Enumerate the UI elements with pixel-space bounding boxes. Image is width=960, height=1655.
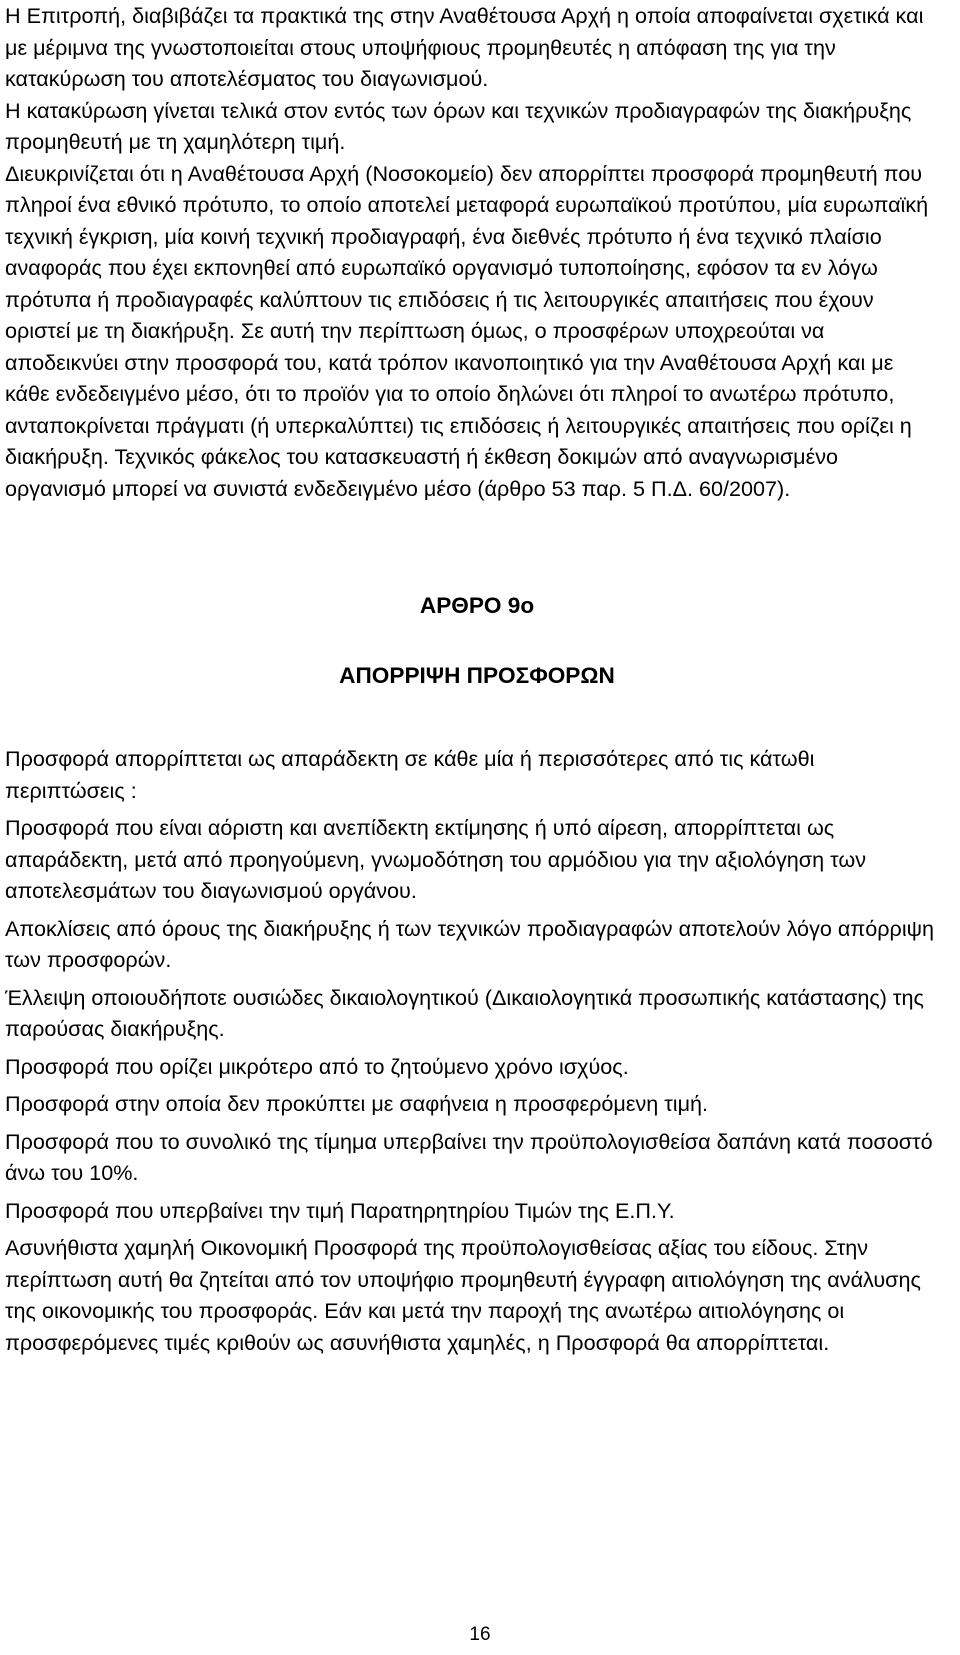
paragraph-clarification: Διευκρινίζεται ότι η Αναθέτουσα Αρχή (Νοσοκομείο) δεν απορρίπτει προσφορά προμηθευτή που πληροί ένα εθνικό πρότυπο, το οποίο αποτελεί μεταφορά ευρωπαϊκού προτύπου, μία ευρωπαϊκή τεχνική έγκριση, μία κοινή τεχνική προδιαγραφή, ένα διεθνές πρότυπο ή ένα τεχνικό πλαίσιο αναφοράς που έχει εκπονηθεί από ευρωπαϊκό οργανισμό τυποποίησης, εφόσον τα εν λόγω πρότυπα ή προδιαγραφές καλύπτουν τις επιδόσεις ή τις λειτουργικές απαιτήσεις που έχουν οριστεί με τη διακήρυξη. Σε αυτή την περίπτωση όμως, ο προσφέρων υποχρεούται να αποδεικνύει στην προσφορά του, κατά τρόπον ικανοποιητικό για την Αναθέτουσα Αρχή και με κάθε ενδεδειγμένο μέσο, ότι το προϊόν για το οποίο δηλώνει ότι πληροί το ανωτέρω πρότυπο, ανταποκρίνεται πράγματι (ή υπερκαλύπτει) τις επιδόσεις ή λειτουργικές απαιτήσεις που ορίζει η διακήρυξη. Τεχνικός φάκελος του κατασκευαστή ή έκθεση δοκιμών από αναγνωρισμένο οργανισμό μπορεί να συνιστά ενδεδειγμένο μέσο (άρθρο 53 παρ. 5 Π.Δ. 60/2007). bbox=[5, 160, 929, 501]
article-title: ΑΠΟΡΡΙΨΗ ΠΡΟΣΦΟΡΩΝ bbox=[339, 662, 615, 688]
rejection-intro: Προσφορά απορρίπτεται ως απαράδεκτη σε κάθε μία ή περισσότερες από τις κάτωθι περιπτώσεις : bbox=[5, 746, 815, 803]
rejection-case: Έλλειψη οποιουδήποτε ουσιώδες δικαιολογητικού (Δικαιολογητικά προσωπικής κατάστασης) της παρούσας διακήρυξης. bbox=[5, 984, 924, 1041]
page-number: 16 bbox=[469, 1624, 491, 1645]
paragraph-committee-transmission: Η Επιτροπή, διαβιβάζει τα πρακτικά της στην Αναθέτουσα Αρχή η οποία αποφαίνεται σχετικά και με μέριμνα της γνωστοποιείται στους υποψήφιους προμηθευτές η απόφαση της για την κατακύρωση του αποτελέσματος του διαγωνισμού. bbox=[5, 3, 924, 91]
rejection-case: Προσφορά που το συνολικό της τίμημα υπερβαίνει την προϋπολογισθείσα δαπάνη κατά ποσοστό άνω του 10%. bbox=[5, 1128, 933, 1185]
rejection-case: Προσφορά που ορίζει μικρότερο από το ζητούμενο χρόνο ισχύος. bbox=[5, 1053, 629, 1079]
rejection-case: Αποκλίσεις από όρους της διακήρυξης ή των τεχνικών προδιαγραφών αποτελούν λόγο απόρριψη των προσφορών. bbox=[5, 915, 935, 972]
rejection-case: Ασυνήθιστα χαμηλή Οικονομική Προσφορά της προϋπολογισθείσας αξίας του είδους. Στην περίπτωση αυτή θα ζητείται από τον υποψήφιο προμηθευτή έγγραφη αιτιολόγηση της ανάλυσης της οικονομικής του προσφοράς. Εάν και μετά την παροχή της ανωτέρω αιτιολόγησης οι προσφερόμενες τιμές κριθούν ως ασυνήθιστα χαμηλές, η Προσφορά θα απορρίπτεται. bbox=[5, 1235, 921, 1355]
rejection-case: Προσφορά που υπερβαίνει την τιμή Παρατηρητηρίου Τιμών της Ε.Π.Υ. bbox=[5, 1197, 675, 1223]
rejection-case: Προσφορά που είναι αόριστη και ανεπίδεκτη εκτίμησης ή υπό αίρεση, απορρίπτεται ως απαράδεκτη, μετά από προηγούμενη, γνωμοδότηση του αρμόδιου για την αξιολόγηση των αποτελεσμάτων του διαγωνισμού οργάνου. bbox=[5, 815, 867, 903]
rejection-case: Προσφορά στην οποία δεν προκύπτει με σαφήνεια η προσφερόμενη τιμή. bbox=[5, 1091, 709, 1116]
article-number: ΑΡΘΡΟ 9ο bbox=[419, 593, 535, 618]
document-body bbox=[5, 0, 935, 1358]
paragraph-award: Η κατακύρωση γίνεται τελικά στον εντός των όρων και τεχνικών προδιαγραφών της διακήρυξης προμηθευτή με τη χαμηλότερη τιμή. bbox=[5, 97, 912, 154]
